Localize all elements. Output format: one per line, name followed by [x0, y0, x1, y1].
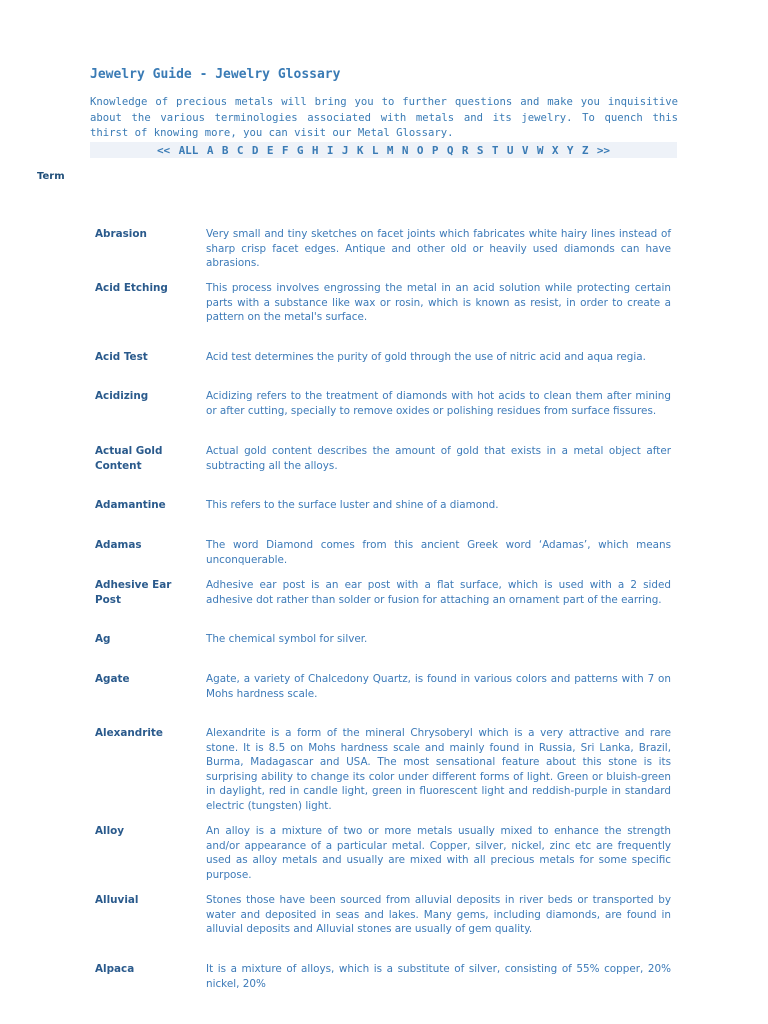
alphabet-link[interactable]: W [536, 143, 544, 157]
alphabet-link[interactable]: << [156, 143, 171, 157]
alphabet-link[interactable]: ALL [178, 143, 199, 157]
alphabet-link[interactable]: S [476, 143, 484, 157]
alphabet-link[interactable]: R [461, 143, 469, 157]
intro-paragraph: Knowledge of precious metals will bring you to further questions and make you inquisitive about the various terminologies associated with metals and its jewelry. To quench this thirst of knowing more, you can visit our Metal Glossary. [90, 96, 678, 139]
alphabet-link[interactable]: >> [596, 143, 611, 157]
alphabet-link[interactable]: T [491, 143, 499, 157]
alphabet-nav [90, 142, 677, 158]
alphabet-link[interactable]: O [416, 143, 424, 157]
glossary-term: Alluvial [95, 894, 139, 906]
alphabet-link[interactable]: Q [446, 143, 454, 157]
glossary-term: Alloy [95, 825, 125, 837]
glossary-definition: The chemical symbol for silver. [206, 633, 368, 645]
glossary-definition: Actual gold content describes the amount of gold that exists in a metal object after subtracting all the alloys. [206, 445, 671, 472]
glossary-term: Adamas [95, 539, 142, 551]
glossary-term: Alpaca [95, 963, 135, 975]
alphabet-link[interactable]: C [236, 143, 244, 157]
glossary-definition: Acid test determines the purity of gold through the use of nitric acid and aqua regia. [206, 351, 646, 363]
glossary-term: Alexandrite [95, 727, 163, 739]
alphabet-link[interactable]: V [521, 143, 529, 157]
glossary-term: Acidizing [95, 390, 149, 402]
alphabet-link[interactable]: U [506, 143, 514, 157]
glossary-term: Abrasion [95, 228, 147, 240]
glossary-definition: Adhesive ear post is an ear post with a flat surface, which is used with a 2 sided adhesive dot rather than solder or fusion for attaching an ornament part of the earring. [206, 579, 671, 606]
glossary-term: Acid Etching [95, 282, 168, 294]
glossary-definition: An alloy is a mixture of two or more metals usually mixed to enhance the strength and/or appearance of a particular metal. Copper, silver, nickel, zinc etc are frequently used as alloy metals and usually are mixed with all precious metals for some specific purpose. [206, 825, 671, 881]
page-title: Jewelry Guide - Jewelry Glossary [90, 67, 341, 82]
glossary-term: Adamantine [95, 499, 166, 511]
alphabet-link[interactable]: H [311, 143, 319, 157]
glossary-term: Adhesive Ear Post [95, 579, 172, 606]
alphabet-link[interactable]: P [431, 143, 439, 157]
glossary-term: Agate [95, 673, 130, 685]
alphabet-link[interactable]: B [221, 143, 229, 157]
alphabet-link[interactable]: A [206, 143, 214, 157]
glossary-term: Actual Gold Content [95, 445, 163, 472]
alphabet-link[interactable]: M [386, 143, 394, 157]
alphabet-link[interactable]: G [296, 143, 304, 157]
glossary-definition: Alexandrite is a form of the mineral Chrysoberyl which is a very attractive and rare stone. It is 8.5 on Mohs hardness scale and mainly found in Russia, Sri Lanka, Brazil, Burma, Madagascar and USA. The most sensational feature about this stone is its surprising ability to change its color under different forms of light. Green or bluish-green in daylight, red in candle light, green in fluorescent light and reddish-purple in standard electric (tungsten) light. [206, 727, 671, 812]
alphabet-link[interactable]: L [371, 143, 379, 157]
alphabet-link[interactable]: X [551, 143, 559, 157]
glossary-definition: Acidizing refers to the treatment of diamonds with hot acids to clean them after mining or after cutting, specially to remove oxides or polishing residues from surface fissures. [206, 390, 671, 417]
glossary-definition: This process involves engrossing the metal in an acid solution while protecting certain parts with a substance like wax or rosin, which is known as resist, in order to create a pattern on the metal's surface. [206, 282, 671, 324]
glossary-term: Ag [95, 633, 111, 645]
alphabet-link[interactable]: E [266, 143, 274, 157]
alphabet-link[interactable]: Z [581, 143, 589, 157]
glossary-definition: It is a mixture of alloys, which is a substitute of silver, consisting of 55% copper, 20% nickel, 20% [206, 963, 671, 990]
alphabet-link[interactable]: K [356, 143, 364, 157]
glossary-definition: This refers to the surface luster and shine of a diamond. [206, 499, 499, 511]
glossary-definition: Stones those have been sourced from alluvial deposits in river beds or transported by water and deposited in seas and lakes. Many gems, including diamonds, are found in alluvial deposits and Alluvial stones are usually of gem quality. [206, 894, 671, 936]
glossary-definition: Agate, a variety of Chalcedony Quartz, is found in various colors and patterns with 7 on Mohs hardness scale. [206, 673, 671, 700]
alphabet-link[interactable]: F [281, 143, 289, 157]
alphabet-link[interactable]: N [401, 143, 409, 157]
glossary-definition: Very small and tiny sketches on facet joints which fabricates white hairy lines instead of sharp crisp facet edges. Antique and other old or heavily used diamonds can have abrasions. [206, 228, 671, 270]
alphabet-link[interactable]: Y [566, 143, 574, 157]
term-column-header: Term [37, 171, 65, 182]
glossary-definition: The word Diamond comes from this ancient Greek word ‘Adamas’, which means unconquerable. [206, 539, 671, 566]
alphabet-link[interactable]: I [326, 143, 334, 157]
alphabet-link[interactable]: D [251, 143, 259, 157]
glossary-term: Acid Test [95, 351, 148, 363]
alphabet-link[interactable]: J [341, 143, 349, 157]
